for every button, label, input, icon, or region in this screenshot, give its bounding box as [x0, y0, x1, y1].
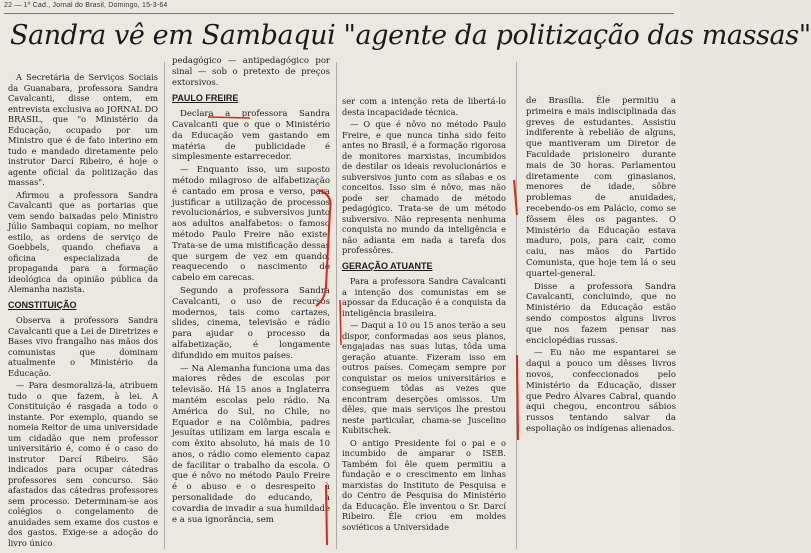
- page-header: 22 — 1º Cad., Jornal do Brasil, Domingo, 15-3-64: [4, 2, 168, 9]
- paragraph: Afirmou a professora Sandra Cavalcanti que as portarias que vem sendo baixadas pelo Ministro Júlio Sambaqui copiam, no melhor estilo, as ordens de serviço de Goebbels, quando chefiava a oficina especializada de propaganda para a formação ideológica da opinião pública da Alemanha nazista.: [8, 189, 158, 294]
- paragraph: — Na Alemanha funciona uma das maiores rêdes de escolas por televisão. Há 15 anos a Inglaterra mantém escolas pelo rádio. Na América do Sul, no Chile, no Equador e na Colômbia, padres jesuítas utilizam em larga escala e com êxito absoluto, há mais de 10 anos, o rádio como elemento capaz de facilitar o trabalho da escola. O que é nôvo no método Paulo Freire é o abuso e o desrespeito à personalidade do educando, a covardia de invadir a sua humildade e a sua ignorância, sem: [172, 363, 330, 525]
- paragraph: pedagógico — antipedagógico por sinal — sob o pretexto de preços extorsivos.: [172, 56, 330, 88]
- red-line-mark: [514, 180, 517, 215]
- section-heading: GERAÇÃO ATUANTE: [342, 260, 433, 271]
- paragraph: O antigo Presidente foi o pai e o incumbido de amparar o ISEB. Também foi êle quem permitiu a fundação e o crescimento em linhas marxistas do Instituto de Pesquisa e do Centro de Pesquisa do Ministério da Educação. Êle inventou o Sr. Darcí Ribeiro. Êle criou em moldes soviéticos a Universidade: [342, 437, 506, 532]
- paragraph: — Para desmoralizá-la, atribuem tudo o que fazem, à lei. A Constituição é rasgada a todo o instante. Por exemplo, quando se nomeia Reitor de uma universidade um cidadão que nem professor universitário é, como é o caso do instrutor Darcí Ribeiro. São indicados para ocupar cátedras professores sem concurso. São afastados das cátedras professores sem processo. Determinam-se aos colégios o congelamento de anuidades sem exame dos custos e dos gastos. Exige-se a adoção do livro único: [8, 380, 158, 548]
- headline: Sandra vê em Sambaqui "agente da politização das massas": [10, 20, 811, 51]
- paragraph: Segundo a professora Sandra Cavalcanti, o uso de recursos modernos, tais como cartazes, slides, cinema, televisão e rádio para ajudar o processo da alfabetização, é longamente difundido em muitos países.: [172, 285, 330, 361]
- paragraph: — Daqui a 10 ou 15 anos terão a seu dispor, conformadas aos seus planos, engajadas nas suas lutas, tôda uma geração atuante. Fizeram isso em outros países. Começam sempre por conquistar os meios universitários e conseguem tôdas as vezes que encontram deserções omissos. Um dêles, que mais serviços lhe prestou neste particular, chama-se Juscelino Kubitschek.: [342, 320, 506, 435]
- paragraph: — Enquanto isso, um suposto método milagroso de alfabetização é cantado em prosa e verso, para justificar a utilização de processos revolucionários, e subversivos junto aos adultos analfabetos: o famoso método Paulo Freire não existe. Trata-se de uma mistificação dessas que surgem de vez em quando, reaquecendo o nascimento do cabelo em carecas.: [172, 165, 330, 284]
- red-bracket-mark: [316, 190, 331, 306]
- paragraph: — Eu não me espantarei se daqui a pouco um dêsses livros novos, confeccionados pelo Ministério da Educação, disser que Pedro Álvares Cabral, quando aqui chegou, encontrou sábios russos tentando salvar da espoliação os indígenas alienados.: [526, 348, 676, 434]
- paragraph: A Secretária de Serviços Sociais da Guanabara, professora Sandra Cavalcanti, disse ontem, em entrevista exclusiva ao JORNAL DO BRASIL, que "o Ministério da Educação, ocupado por um Ministro que é de fato interino em tudo e mandado diretamente pelo instrutor Darcí Ribeiro, é hoje o agente oficial da politização das massas".: [8, 72, 158, 187]
- red-underline-mark: [208, 117, 250, 118]
- paragraph: — O que é nôvo no método Paulo Freire, e que nunca tinha sido feito antes no Brasil, é a formação rigorosa de monitores marxistas, incumbidos de destilar os ideais revolucionários e subversivos junto com as sílabas e os conceitos. Isso sim é nôvo, mas não pode ser chamado de método pedagógico. Trata-se de um método subversivo. Não representa nenhuma conquista no mundo da inteligência e não adianta em nada a tarefa dos professôres.: [342, 119, 506, 255]
- paragraph: ser com a intenção reta de libertá-lo desta incapacidade técnica.: [342, 96, 506, 117]
- paragraph: de Brasília. Êle permitiu a primeira e mais indisciplinada das greves de estudantes. Assistiu indiferente à rebelião de alguns, que mantiveram um Diretor de Faculdade prisioneiro durante mais de 30 horas. Parlamentou diretamente com ginasianos, menores de idade, sôbre problemas de anuidades, recebendo-os em Palácio, como se fôssem êles os pagantes. O Ministério da Educação estava maduro, pois, para cair, como caiu, nas mãos do Partido Comunista, que hoje tem lá o seu quartel-general.: [526, 96, 676, 279]
- paragraph: Para a professora Sandra Cavalcanti a intenção dos comunistas em se apossar da Educação é a conquista da inteligência brasileira.: [342, 276, 506, 318]
- red-line-mark: [340, 300, 341, 345]
- paragraph: Disse a professora Sandra Cavalcanti, concluindo, que no Ministério da Educação estão sendo compostos alguns livros que nos fazem pensar nas enciclopédias russas.: [526, 281, 676, 346]
- section-heading: PAULO FREIRE: [172, 93, 239, 104]
- section-heading: CONSTITUIÇÃO: [8, 299, 77, 310]
- paragraph: Observa a professora Sandra Cavalcanti que a Lei de Diretrizes e Bases vivo frangalho nas mãos dos comunistas que dominam atualmente o Ministério da Educação.: [8, 315, 158, 378]
- red-line-mark: [326, 485, 327, 545]
- paragraph: Declara a professora Sandra Cavalcanti que o que o Ministério da Educação vem gastando em matéria de publicidade é simplesmente estarrecedor.: [172, 109, 330, 163]
- red-line-mark: [517, 355, 518, 440]
